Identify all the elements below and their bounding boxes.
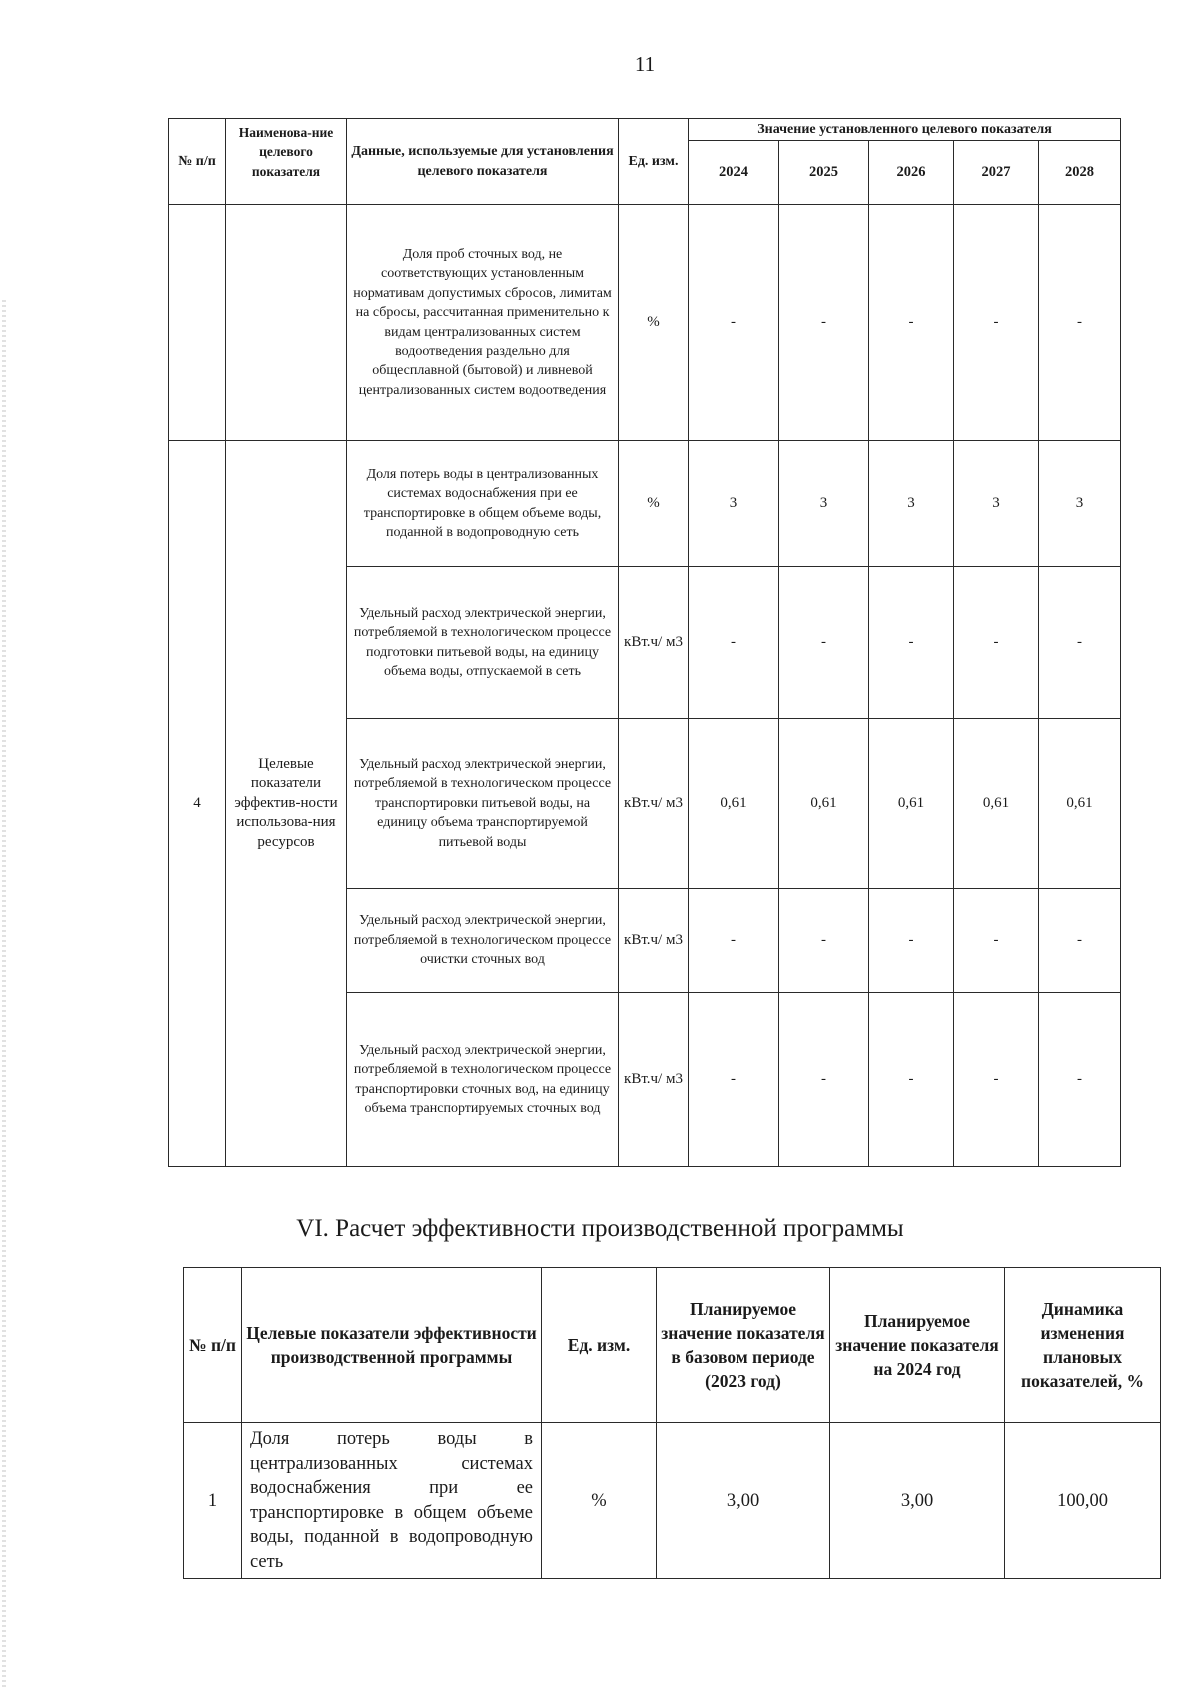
row-unit: кВт.ч/ м3 (619, 719, 689, 889)
row-value: - (869, 889, 954, 993)
row-value: 3 (954, 441, 1039, 567)
header-unit: Ед. изм. (542, 1268, 657, 1423)
row-value: - (869, 567, 954, 719)
group4-name: Целевые показатели эффектив-ности использова-ния ресурсов (226, 441, 347, 1167)
row-value: 3 (689, 441, 779, 567)
target-indicators-table (168, 118, 1121, 1167)
row-unit: % (542, 1423, 657, 1579)
row-value: - (689, 205, 779, 441)
row-value: 0,61 (689, 719, 779, 889)
row-value: - (869, 993, 954, 1167)
header-year-2025: 2025 (779, 141, 869, 205)
row-indicator: Доля потерь воды в централизованных системах водоснабжения при ее транспортировке в общем объеме воды, поданной в водопроводную сеть (242, 1423, 542, 1579)
row-value: 0,61 (954, 719, 1039, 889)
row-value: - (689, 567, 779, 719)
row-unit: % (619, 441, 689, 567)
table-row (184, 1423, 1161, 1579)
row-value: - (779, 205, 869, 441)
row-dynamics-value: 100,00 (1005, 1423, 1161, 1579)
row-value: - (689, 889, 779, 993)
header-year-2028: 2028 (1039, 141, 1121, 205)
row-value: - (689, 993, 779, 1167)
header-year-2026: 2026 (869, 141, 954, 205)
row-value: 3 (1039, 441, 1121, 567)
row-value: 3 (779, 441, 869, 567)
row-description: Удельный расход электрической энергии, потребляемой в технологическом процессе транспортировки питьевой воды, на единицу объема транспортируемой питьевой воды (347, 719, 619, 889)
row-value: - (954, 993, 1039, 1167)
header-value-group: Значение установленного целевого показателя (689, 119, 1121, 141)
table-row (169, 205, 1121, 441)
row-value: - (1039, 205, 1121, 441)
row-base-value: 3,00 (657, 1423, 830, 1579)
row-description: Удельный расход электрической энергии, потребляемой в технологическом процессе транспортировки сточных вод, на единицу объема транспортируемых сточных вод (347, 993, 619, 1167)
row-value: - (1039, 889, 1121, 993)
header-planned-base: Планируемое значение показателя в базовом периоде (2023 год) (657, 1268, 830, 1423)
header-indicators: Целевые показатели эффективности производственной программы (242, 1268, 542, 1423)
row-value: - (779, 993, 869, 1167)
row-description: Удельный расход электрической энергии, потребляемой в технологическом процессе очистки сточных вод (347, 889, 619, 993)
row-value: 0,61 (1039, 719, 1121, 889)
scan-edge-artifact (2, 300, 6, 1690)
header-dynamics: Динамика изменения плановых показателей, % (1005, 1268, 1161, 1423)
row-num: 1 (184, 1423, 242, 1579)
table1-header-row (169, 119, 1121, 141)
group4-num: 4 (169, 441, 226, 1167)
row-value: - (779, 889, 869, 993)
header-num: № п/п (169, 119, 226, 205)
row-unit: % (619, 205, 689, 441)
row-value: - (779, 567, 869, 719)
header-planned-2024: Планируемое значение показателя на 2024 год (830, 1268, 1005, 1423)
row-value: - (954, 567, 1039, 719)
row-unit: кВт.ч/ м3 (619, 889, 689, 993)
row-unit: кВт.ч/ м3 (619, 993, 689, 1167)
row-value: - (954, 889, 1039, 993)
row-value: 0,61 (869, 719, 954, 889)
row-description: Удельный расход электрической энергии, потребляемой в технологическом процессе подготовки питьевой воды, на единицу объема воды, отпускаемой в сеть (347, 567, 619, 719)
header-name: Наименова-ние целевого показателя (226, 119, 347, 205)
table2-header-row (184, 1268, 1161, 1423)
header-year-2024: 2024 (689, 141, 779, 205)
row-value: - (869, 205, 954, 441)
row-description: Доля потерь воды в централизованных системах водоснабжения при ее транспортировке в общем объеме воды, поданной в водопроводную сеть (347, 441, 619, 567)
row-value: - (1039, 567, 1121, 719)
row-value: - (954, 205, 1039, 441)
row-value: 3 (869, 441, 954, 567)
header-num: № п/п (184, 1268, 242, 1423)
header-data-used: Данные, используемые для установления целевого показателя (347, 119, 619, 205)
row-value: - (1039, 993, 1121, 1167)
header-unit: Ед. изм. (619, 119, 689, 205)
row-description: Доля проб сточных вод, не соответствующих установленным нормативам допустимых сбросов, лимитам на сбросы, рассчитанная применительно к видам централизованных систем водоотведения раздельно для общесплавной (бытовой) и ливневой централизованных систем водоотведения (347, 205, 619, 441)
header-year-2027: 2027 (954, 141, 1039, 205)
row-plan-2024-value: 3,00 (830, 1423, 1005, 1579)
efficiency-calculation-table (183, 1267, 1161, 1579)
row-value: 0,61 (779, 719, 869, 889)
section-title: VI. Расчет эффективности производственной программы (296, 1215, 904, 1242)
page-number: 11 (634, 52, 656, 76)
row-unit: кВт.ч/ м3 (619, 567, 689, 719)
table-row (169, 441, 1121, 567)
